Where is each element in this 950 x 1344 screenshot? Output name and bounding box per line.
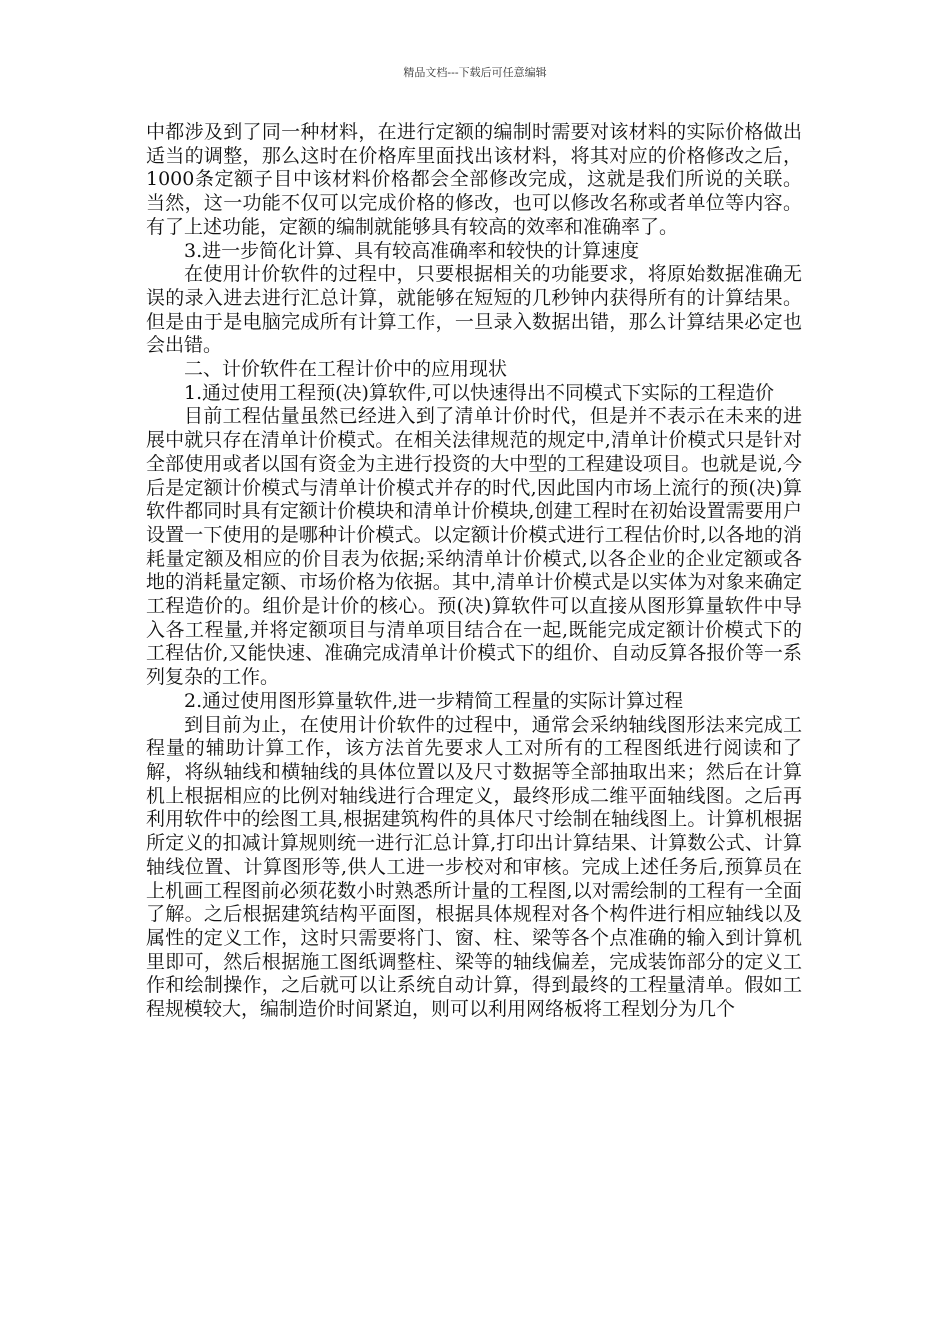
page-header: 精品文档---下载后可任意编辑 <box>403 66 547 79</box>
paragraph-pricing-modes: 目前工程估量虽然已经进入到了清单计价时代，但是并不表示在未来的进展中就只存在清单计价模式。在相关法律规范的规定中,清单计价模式只是针对全部使用或者以国有资金为主进行投资的大中型的工程建设项目。也就是说,今后是定额计价模式与清单计价模式并存的时代,因此国内市场上流行的预(决)算软件都同时具有定额计价模块和清单计价模块,创建工程时在初始设置需要用户设置一下使用的是哪种计价模式。以定额计价模式进行工程估价时,以各地的消耗量定额及相应的价目表为依据;采纳清单计价模式,以各企业的企业定额或各地的消耗量定额、市场价格为依据。其中,清单计价模式是以实体为对象来确定工程造价的。组价是计价的核心。预(决)算软件可以直接从图形算量软件中导入各工程量,并将定额项目与清单项目结合在一起,既能完成定额计价模式下的工程估价,又能快速、准确完成清单计价模式下的组价、自动反算各报价等一系列复杂的工作。 <box>146 405 802 689</box>
subheading-1: 1.通过使用工程预(决)算软件,可以快速得出不同模式下实际的工程造价 <box>184 381 774 404</box>
document-body <box>146 121 802 1022</box>
paragraph-graphic-quantity: 到目前为止，在使用计价软件的过程中，通常会采纳轴线图形法来完成工程量的辅助计算工作，该方法首先要求人工对所有的工程图纸进行阅读和了解，将纵轴线和横轴线的具体位置以及尺寸数据等全部抽取出来；然后在计算机上根据相应的比例对轴线进行合理定义，最终形成二维平面轴线图。之后再利用软件中的绘图工具,根据建筑构件的具体尺寸绘制在轴线图上。计算机根据所定义的扣减计算规则统一进行汇总计算,打印出计算结果、计算数公式、计算轴线位置、计算图形等,供人工进一步校对和审核。完成上述任务后,预算员在上机画工程图前必须花数小时熟悉所计量的工程图,以对需绘制的工程有一全面了解。之后根据建筑结构平面图，根据具体规程对各个构件进行相应轴线以及属性的定义工作，这时只需要将门、窗、柱、梁等各个点准确的输入到计算机里即可，然后根据施工图纸调整柱、梁等的轴线偏差，完成装饰部分的定义工作和绘制操作，之后就可以让系统自动计算，得到最终的工程量清单。假如工程规模较大，编制造价时间紧迫，则可以利用网络板将工程划分为几个 <box>146 713 802 1021</box>
subheading-2: 2.通过使用图形算量软件,进一步精简工程量的实际计算过程 <box>184 689 684 712</box>
paragraph-calculation: 在使用计价软件的过程中，只要根据相关的功能要求，将原始数据准确无误的录入进去进行汇总计算，就能够在短短的几秒钟内获得所有的计算结果。但是由于是电脑完成所有计算工作，一旦录入数据出错，那么计算结果必定也会出错。 <box>146 263 802 357</box>
subheading-3: 3.进一步简化计算、具有较高准确率和较快的计算速度 <box>184 239 640 262</box>
paragraph-continuation: 中都涉及到了同一种材料，在进行定额的编制时需要对该材料的实际价格做出适当的调整，那么这时在价格库里面找出该材料，将其对应的价格修改之后，1000条定额子目中该材料价格都会全部修改完成，这就是我们所说的关联。当然，这一功能不仅可以完成价格的修改，也可以修改名称或者单位等内容。有了上述功能，定额的编制就能够具有较高的效率和准确率了。 <box>146 121 802 238</box>
section-heading-2: 二、计价软件在工程计价中的应用现状 <box>184 358 508 381</box>
